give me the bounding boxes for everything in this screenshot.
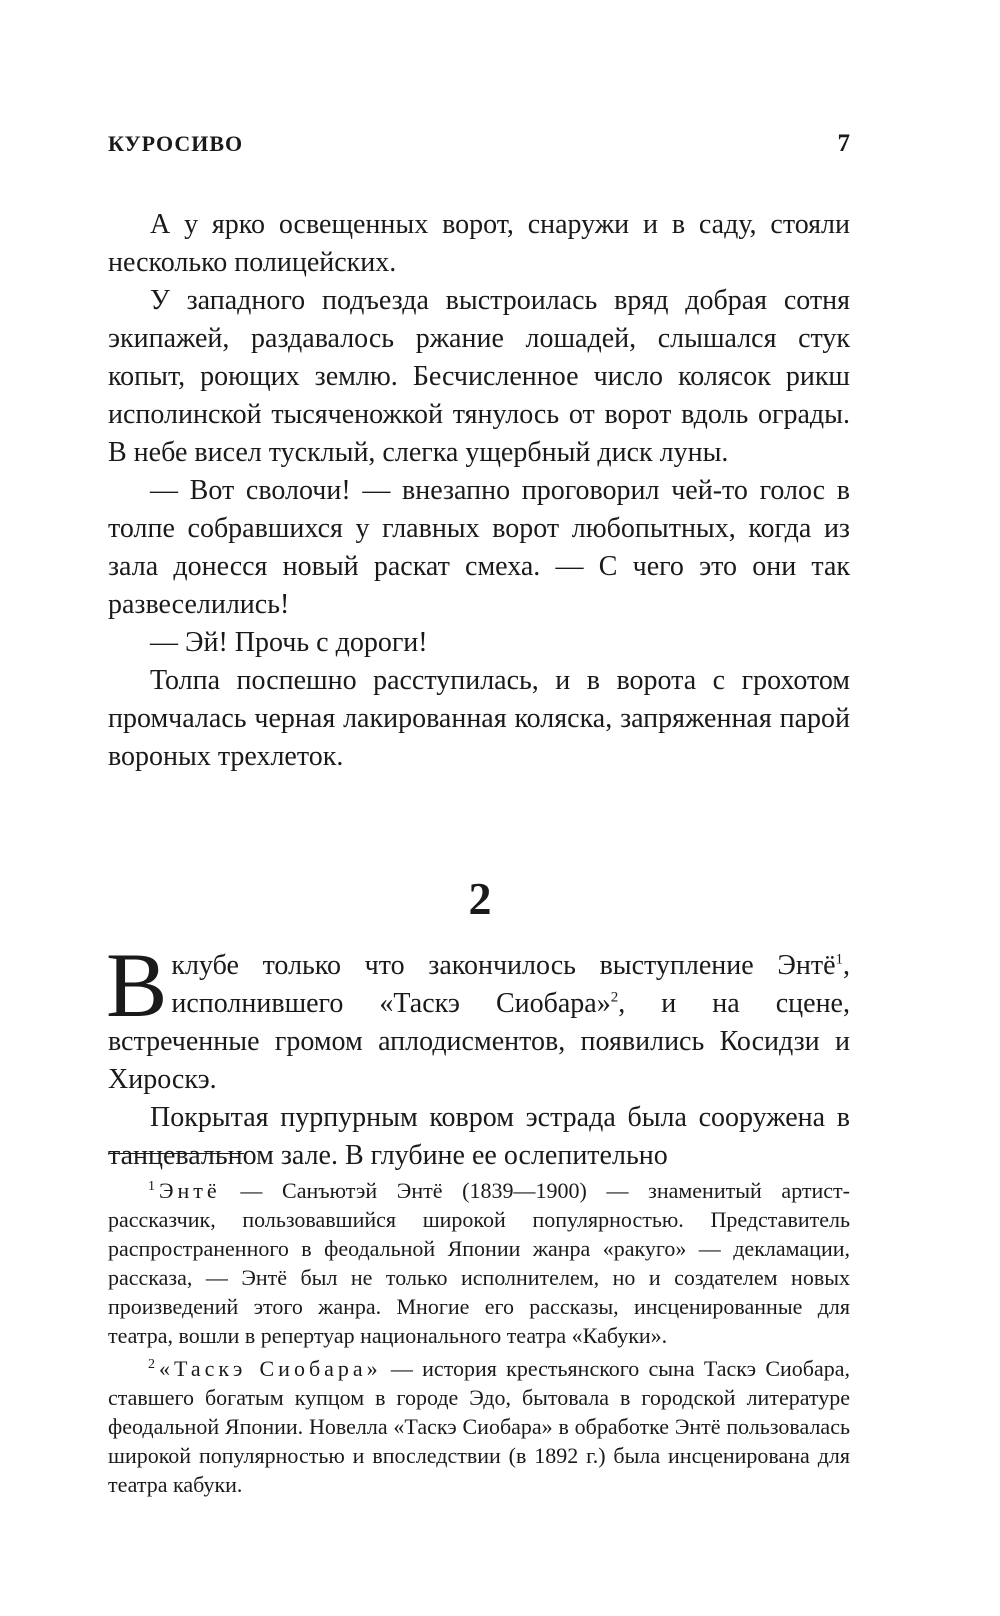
- section-1-text: [108, 206, 850, 776]
- footnote-term: «Таскэ Сиобара»: [159, 1356, 382, 1381]
- running-header: [108, 130, 850, 158]
- paragraph: — Вот сволочи! — внезапно проговорил чей-то голос в толпе собравшихся у главных ворот любопытных, когда из зала донесся новый раскат смеха. — С чего это они так развеселились!: [108, 475, 850, 620]
- paragraph-with-drop-cap: [106, 934, 850, 1099]
- footnote-text: — история крестьянского сына Таскэ Сиобара, ставшего богатым купцом в городе Эдо, бытовала в городской литературе феодальной Японии. Новелла «Таскэ Сиобара» в обработке Энтё пользовалась широкой популярностью и впоследствии (в 1892 г.) была инсценирована для театра кабуки.: [108, 1356, 850, 1497]
- footnote-divider: [108, 1153, 244, 1154]
- paragraph: У западного подъезда выстроилась вряд добрая сотня экипажей, раздавалось ржание лошадей, слышался стук копыт, роющих землю. Бесчисленное число колясок рикш исполинской тысяченожкой тянулось от ворот вдоль ограды. В небе висел тусклый, слегка ущербный диск луны.: [108, 285, 850, 468]
- paragraph: Толпа поспешно расступилась, и в ворота с грохотом промчалась черная лакированная коляска, запряженная парой вороных трехлеток.: [108, 665, 850, 772]
- footnote-ref-1[interactable]: 1: [835, 951, 843, 968]
- footnote-text: — Санъютэй Энтё (1839—1900) — знаменитый артист-рассказчик, пользовавшийся широкой популярностью. Представитель распространенного в феодальной Японии жанра «ракуго» — декламации, рассказа, — Энтё был не только исполнителем, но и создателем новых произведений этого жанра. Многие его рассказы, инсценированные для театра, вошли в репертуар национального театра «Кабуки».: [108, 1178, 850, 1348]
- drop-cap: В: [106, 934, 168, 1036]
- paragraph-text: , и на сцене, встреченные громом аплодисментов, появились Косидзи и Хироскэ.: [108, 988, 850, 1095]
- paragraph: А у ярко освещенных ворот, снаружи и в саду, стояли несколько полицейских.: [108, 209, 850, 278]
- footnote-number: 2: [148, 1356, 155, 1372]
- footnote-term: Энтё: [159, 1178, 221, 1203]
- paragraph-text: , исполнившего «Таскэ Сиобара»: [171, 950, 850, 1019]
- paragraph-text: клубе только что закончилось выступление Энтё: [171, 950, 836, 981]
- page-number: 7: [837, 130, 850, 157]
- paragraph: — Эй! Прочь с дороги!: [150, 627, 428, 658]
- running-title: КУРОСИВО: [108, 131, 244, 156]
- paragraph: Покрытая пурпурным ковром эстрада была сооружена в танцевальном зале. В глубине ее ослепительно: [108, 1102, 850, 1171]
- footnote-number: 1: [148, 1178, 155, 1194]
- chapter-number: 2: [468, 873, 492, 924]
- footnote-1: [108, 1176, 850, 1350]
- footnote-ref-2[interactable]: 2: [610, 989, 619, 1006]
- footnote-2: [108, 1354, 850, 1499]
- footnotes: [108, 1176, 850, 1499]
- section-2-text: [106, 934, 850, 1175]
